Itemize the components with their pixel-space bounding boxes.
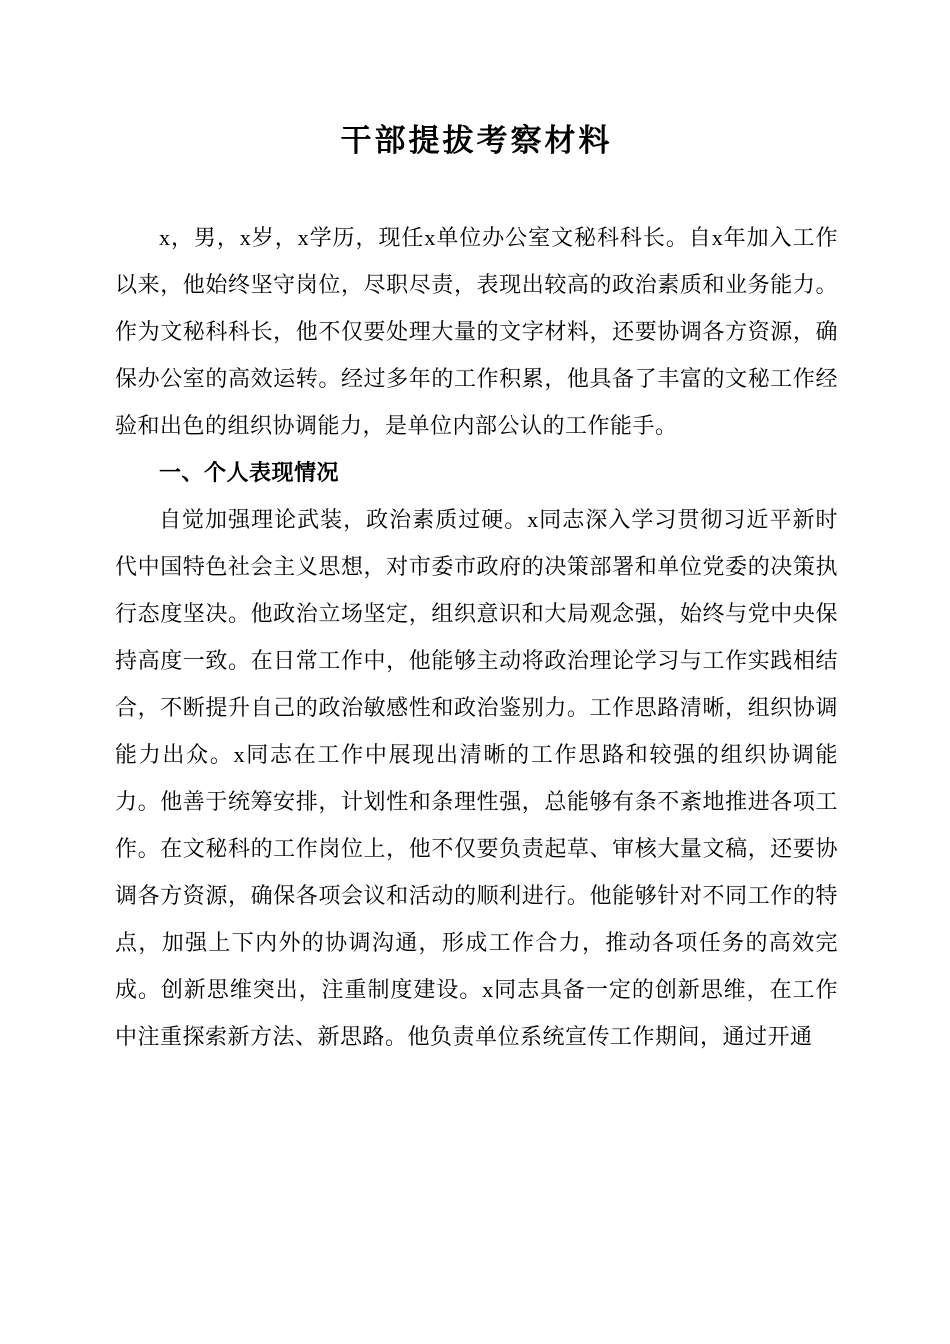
document-title: 干部提拔考察材料 (340, 123, 613, 158)
paragraph-introduction: x，男，x岁，x学历，现任x单位办公室文秘科科长。自x年加入工作以来，他始终坚守岗位，尽职尽责，表现出较高的政治素质和业务能力。作为文秘科科长，他不仅要处理大量的文字材料，还要协调各方资源，确保办公室的高效运转。经过多年的工作积累，他具备了丰富的文秘工作经验和出色的组织协调能力，是单位内部公认的工作能手。 (115, 225, 838, 438)
section-heading-personal-performance: 一、个人表现情况 (159, 460, 340, 485)
paragraph-section-body: 自觉加强理论武装，政治素质过硬。x同志深入学习贯彻习近平新时代中国特色社会主义思想，对市委市政府的决策部署和单位党委的决策执行态度坚决。他政治立场坚定，组织意识和大局观念强，始终与党中央保持高度一致。在日常工作中，他能够主动将政治理论学习与工作实践相结合，不断提升自己的政治敏感性和政治鉴别力。工作思路清晰，组织协调能力出众。x同志在工作中展现出清晰的工作思路和较强的组织协调能力。他善于统筹安排，计划性和条理性强，总能够有条不紊地推进各项工作。在文秘科的工作岗位上，他不仅要负责起草、审核大量文稿，还要协调各方资源，确保各项会议和活动的顺利进行。他能够针对不同工作的特点，加强上下内外的协调沟通，形成工作合力，推动各项任务的高效完成。创新思维突出，注重制度建设。x同志具备一定的创新思维，在工作中注重探索新方法、新思路。他负责单位系统宣传工作期间，通过开通 (115, 507, 838, 1049)
